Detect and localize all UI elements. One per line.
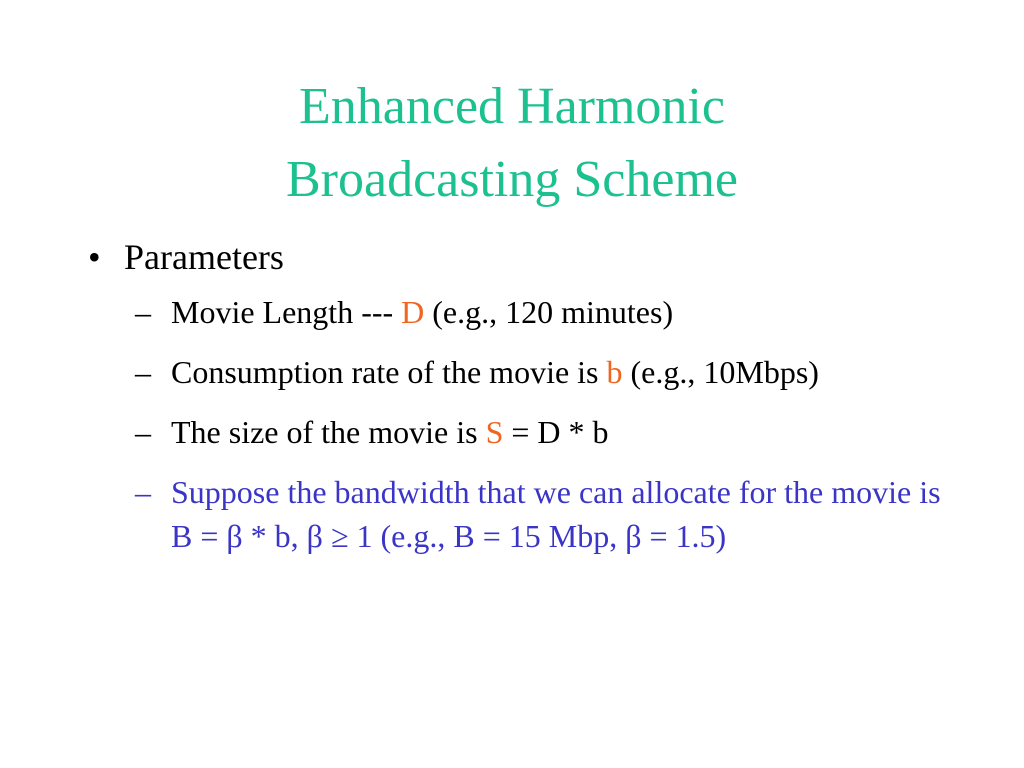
highlight-variable: S: [485, 414, 504, 450]
title-line-2: Broadcasting Scheme: [286, 151, 738, 208]
sub-bullet-text: Suppose the bandwidth that we can allocate for the movie is B = β * b, β ≥ 1 (e.g., B = 15 Mbp, β = 1.5): [171, 474, 941, 554]
highlight-variable: D: [401, 294, 425, 330]
bullet-text: Parameters: [124, 237, 284, 277]
sub-bullet-text: Movie Length ---: [171, 294, 402, 330]
bullet-marker-icon: •: [88, 237, 101, 277]
sub-bullet-text: The size of the movie is: [171, 414, 486, 450]
bullet-parameters: [88, 233, 284, 281]
sub-bullet-movie-size: [135, 410, 965, 454]
sub-bullet-text: (e.g., 120 minutes): [424, 294, 674, 330]
sub-bullet-text: Consumption rate of the movie is: [171, 354, 607, 390]
dash-marker: –: [135, 414, 151, 450]
dash-marker: –: [135, 294, 151, 330]
title-line-1: Enhanced Harmonic: [299, 78, 725, 135]
sub-bullet-text: = D * b: [503, 414, 609, 450]
sub-bullet-movie-length: [135, 290, 965, 334]
sub-bullet-bandwidth: [135, 470, 965, 558]
highlight-variable: b: [606, 354, 623, 390]
dash-marker: –: [135, 474, 151, 510]
dash-marker: –: [135, 354, 151, 390]
sub-bullet-text: (e.g., 10Mbps): [622, 354, 819, 390]
sub-bullet-consumption-rate: [135, 350, 965, 394]
slide-title: [0, 70, 1024, 216]
sub-bullet-list: [135, 290, 965, 574]
